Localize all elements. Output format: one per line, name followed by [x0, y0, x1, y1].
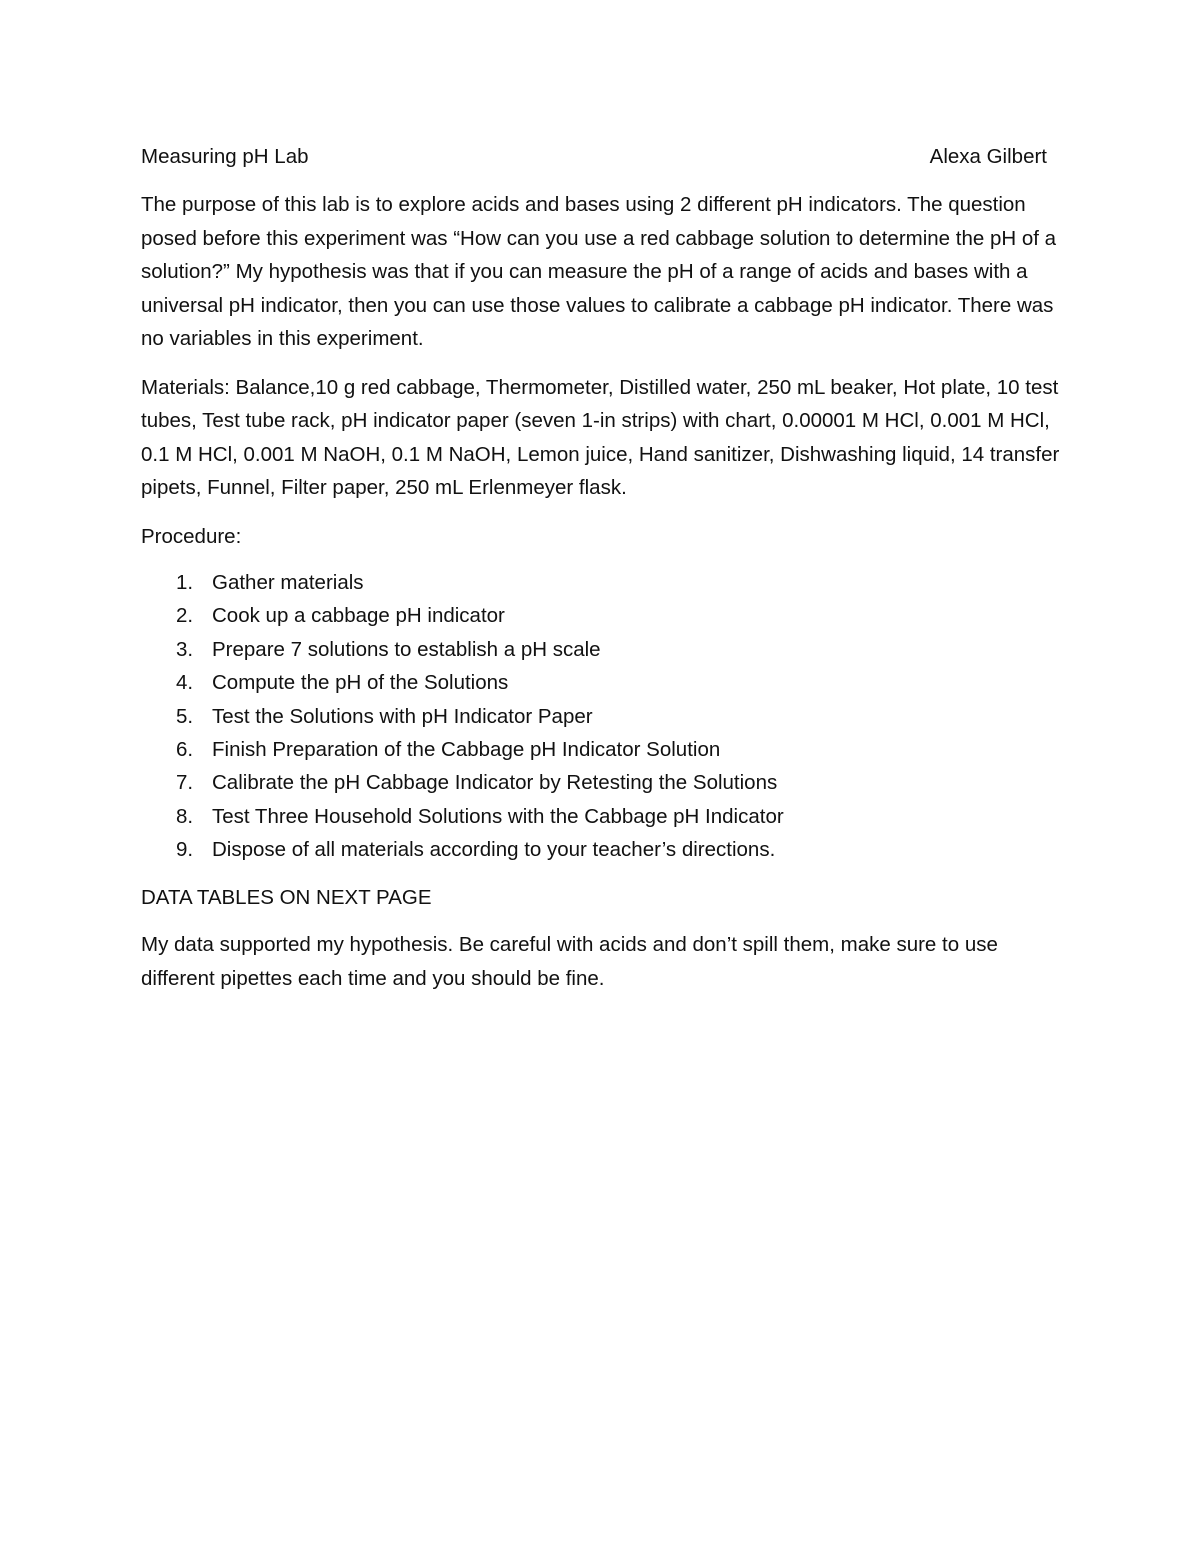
step-number: 5.	[176, 704, 194, 728]
step-text: Test the Solutions with pH Indicator Paper	[212, 704, 593, 728]
step-text: Cook up a cabbage pH indicator	[212, 604, 505, 628]
step-text: Compute the pH of the Solutions	[212, 671, 509, 695]
step-number: 7.	[176, 771, 194, 795]
step-number: 4.	[176, 671, 194, 695]
procedure-step	[141, 633, 1061, 666]
conclusion-paragraph: My data supported my hypothesis. Be careful with acids and don’t spill them, make sure to use different pipettes each time and you should be fine.	[141, 933, 998, 990]
procedure-step	[141, 666, 1061, 699]
procedure-step	[141, 599, 1061, 632]
procedure-step	[141, 566, 1061, 599]
document-header	[141, 140, 1061, 173]
step-number: 6.	[176, 738, 194, 762]
step-number: 9.	[176, 838, 194, 862]
procedure-step	[141, 800, 1061, 833]
document-body	[141, 140, 1061, 995]
step-text: Finish Preparation of the Cabbage pH Indicator Solution	[212, 738, 721, 762]
data-tables-note: DATA TABLES ON NEXT PAGE	[141, 885, 432, 909]
procedure-heading: Procedure:	[141, 524, 242, 548]
step-text: Dispose of all materials according to your teacher’s directions.	[212, 838, 776, 862]
materials-paragraph: Materials: Balance,10 g red cabbage, Thermometer, Distilled water, 250 mL beaker, Hot plate, 10 test tubes, Test tube rack, pH indicator paper (seven 1-in strips) with chart, 0.00001 M HCl, 0.001 M HCl, 0.1 M HCl, 0.001 M NaOH, 0.1 M NaOH, Lemon juice, Hand sanitizer, Dishwashing liquid, 14 transfer pipets, Funnel, Filter paper, 250 mL Erlenmeyer flask.	[141, 375, 1060, 499]
step-text: Prepare 7 solutions to establish a pH scale	[212, 637, 601, 661]
document-title: Measuring pH Lab	[141, 145, 309, 168]
procedure-list	[141, 566, 1061, 867]
step-text: Test Three Household Solutions with the Cabbage pH Indicator	[212, 804, 784, 828]
step-text: Gather materials	[212, 571, 364, 594]
procedure-step	[141, 766, 1061, 799]
step-text: Calibrate the pH Cabbage Indicator by Retesting the Solutions	[212, 771, 778, 795]
step-number: 8.	[176, 804, 194, 828]
step-number: 2.	[176, 604, 194, 628]
procedure-step	[141, 833, 1061, 866]
step-number: 3.	[176, 637, 194, 661]
step-number: 1.	[176, 571, 194, 594]
author-name: Alexa Gilbert	[929, 145, 1047, 168]
purpose-paragraph: The purpose of this lab is to explore acids and bases using 2 different pH indicators. The question posed before this experiment was “How can you use a red cabbage solution to determine the pH of a solution?” My hypothesis was that if you can measure the pH of a range of acids and bases with a universal pH indicator, then you can use those values to calibrate a cabbage pH indicator. There was no variables in this experiment.	[141, 193, 1057, 350]
procedure-step	[141, 700, 1061, 733]
procedure-step	[141, 733, 1061, 766]
